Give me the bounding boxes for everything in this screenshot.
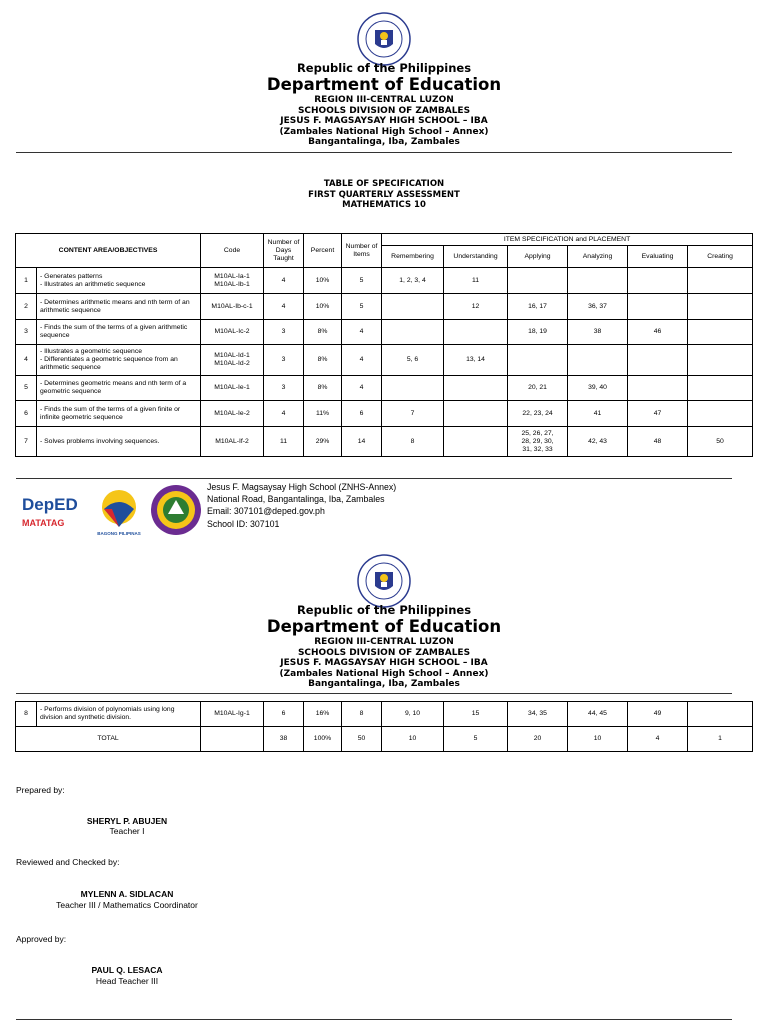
- cell-applying: 16, 17: [508, 294, 568, 320]
- table-row: [16, 427, 753, 457]
- doc-title-1: TABLE OF SPECIFICATION: [323, 179, 445, 189]
- cell-creating: [688, 294, 753, 320]
- prepared-by-name: SHERYL P. ABUJEN: [86, 816, 168, 826]
- cell-objective: - Determines geometric means and nth term of a geometric sequence: [37, 376, 201, 401]
- cell-remembering: 1, 2, 3, 4: [382, 268, 444, 294]
- cell-objective: - Finds the sum of the terms of a given finite or infinite geometric sequence: [37, 401, 201, 427]
- cell-no: 3: [16, 320, 37, 345]
- cell-days: 3: [264, 376, 304, 401]
- cell-creating: [688, 376, 753, 401]
- reviewed-by-position: Teacher III / Mathematics Coordinator: [56, 900, 198, 910]
- table-row: [16, 376, 753, 401]
- cell-days: 3: [264, 320, 304, 345]
- header-understanding: Understanding: [444, 246, 508, 268]
- school-contact-block: [207, 481, 396, 530]
- cell-analyzing: 39, 40: [568, 376, 628, 401]
- cell-code: M10AL-Ic-2: [201, 320, 264, 345]
- cell-items: 5: [342, 268, 382, 294]
- address-line-page2: Bangantalinga, Iba, Zambales: [308, 679, 460, 689]
- address-line: Bangantalinga, Iba, Zambales: [308, 137, 460, 147]
- prepared-by-position: Teacher I: [109, 826, 145, 836]
- header-remembering: Remembering: [382, 246, 444, 268]
- table-row: [16, 268, 753, 294]
- cell-items: 14: [342, 427, 382, 457]
- cell-percent: 11%: [304, 401, 342, 427]
- reviewed-by-name: MYLENN A. SIDLACAN: [80, 889, 174, 899]
- cell-analyzing: [568, 345, 628, 376]
- doc-title-2: FIRST QUARTERLY ASSESSMENT: [308, 189, 460, 200]
- cell-days: 6: [264, 702, 304, 727]
- table-row: [16, 345, 753, 376]
- header-analyzing: Analyzing: [568, 246, 628, 268]
- cell-applying: 25, 26, 27, 28, 29, 30, 31, 32, 33: [508, 427, 568, 457]
- deped-seal-logo-page2: [357, 554, 411, 608]
- cell-objective: - Generates patterns - Illustrates an arithmetic sequence: [37, 268, 201, 294]
- cell-creating: [688, 345, 753, 376]
- cell-objective: - Illustrates a geometric sequence - Differentiates a geometric sequence from an arithmetic sequence: [37, 345, 201, 376]
- deped-matatag-logo: [20, 490, 80, 532]
- header-content-area: CONTENT AREA/OBJECTIVES: [16, 234, 201, 268]
- cell-applying: 18, 19: [508, 320, 568, 345]
- department-title-page2: Department of Education: [266, 617, 502, 636]
- cell-applying: 22, 23, 24: [508, 401, 568, 427]
- cell-days: 3: [264, 345, 304, 376]
- cell-applying: 20, 21: [508, 376, 568, 401]
- school-line-page2: JESUS F. MAGSAYSAY HIGH SCHOOL – IBA: [280, 658, 488, 668]
- cell-code: M10AL-Id-1 M10AL-Id-2: [201, 345, 264, 376]
- cell-applying: 34, 35: [508, 702, 568, 727]
- header-divider: [16, 152, 732, 153]
- bagong-pilipinas-text: BAGONG PILIPINAS: [97, 531, 141, 536]
- cell-items: 8: [342, 702, 382, 727]
- cell-items: 4: [342, 320, 382, 345]
- cell-creating: [688, 401, 753, 427]
- cell-applying: [508, 345, 568, 376]
- total-understanding: 5: [444, 727, 508, 752]
- cell-remembering: 7: [382, 401, 444, 427]
- republic-line: Republic of the Philippines: [296, 61, 472, 75]
- cell-understanding: 11: [444, 268, 508, 294]
- cell-analyzing: [568, 268, 628, 294]
- cell-code: M10AL-If-2: [201, 427, 264, 457]
- table-row: [16, 320, 753, 345]
- cell-code: M10AL-Ie-1: [201, 376, 264, 401]
- cell-evaluating: [628, 294, 688, 320]
- cell-analyzing: 36, 37: [568, 294, 628, 320]
- cell-no: 4: [16, 345, 37, 376]
- cell-percent: 10%: [304, 268, 342, 294]
- annex-line: (Zambales National High School – Annex): [279, 126, 489, 137]
- header-percent: Percent: [304, 234, 342, 268]
- annex-line-page2: (Zambales National High School – Annex): [279, 668, 489, 679]
- table-row: [16, 702, 753, 727]
- cell-understanding: [444, 376, 508, 401]
- cell-creating: [688, 268, 753, 294]
- cell-percent: 16%: [304, 702, 342, 727]
- cell-percent: 29%: [304, 427, 342, 457]
- cell-analyzing: 42, 43: [568, 427, 628, 457]
- cell-no: 6: [16, 401, 37, 427]
- doc-title-3: MATHEMATICS 10: [342, 200, 426, 210]
- approved-by-name: PAUL Q. LESACA: [91, 965, 163, 975]
- header-applying: Applying: [508, 246, 568, 268]
- cell-objective: - Performs division of polynomials using long division and synthetic division.: [37, 702, 201, 727]
- cell-days: 4: [264, 268, 304, 294]
- prepared-by-label: Prepared by:: [16, 785, 65, 795]
- cell-analyzing: 44, 45: [568, 702, 628, 727]
- cell-objective: - Solves problems involving sequences.: [37, 427, 201, 457]
- cell-days: 11: [264, 427, 304, 457]
- cell-evaluating: [628, 268, 688, 294]
- total-remembering: 10: [382, 727, 444, 752]
- cell-days: 4: [264, 294, 304, 320]
- specification-table: [15, 233, 753, 457]
- footer-email: Email: 307101@deped.gov.ph: [207, 506, 325, 517]
- cell-understanding: 12: [444, 294, 508, 320]
- footer-divider: [16, 478, 732, 479]
- republic-line-page2: Republic of the Philippines: [296, 603, 472, 617]
- division-line: SCHOOLS DIVISION OF ZAMBALES: [297, 105, 471, 116]
- cell-remembering: [382, 294, 444, 320]
- cell-evaluating: 47: [628, 401, 688, 427]
- cell-code: M10AL-Ib-c-1: [201, 294, 264, 320]
- school-logo: [150, 484, 202, 536]
- cell-analyzing: 41: [568, 401, 628, 427]
- deped-logo-text: DepED: [22, 495, 78, 514]
- cell-percent: 8%: [304, 345, 342, 376]
- bagong-pilipinas-logo: [92, 487, 146, 537]
- cell-no: 7: [16, 427, 37, 457]
- header-creating: Creating: [688, 246, 753, 268]
- cell-days: 4: [264, 401, 304, 427]
- total-analyzing: 10: [568, 727, 628, 752]
- footer-school: Jesus F. Magsaysay High School (ZNHS-Annex): [207, 482, 397, 492]
- cell-code: M10AL-Ig-1: [201, 702, 264, 727]
- cell-evaluating: 49: [628, 702, 688, 727]
- total-evaluating: 4: [628, 727, 688, 752]
- cell-remembering: 8: [382, 427, 444, 457]
- cell-understanding: [444, 427, 508, 457]
- cell-items: 4: [342, 345, 382, 376]
- cell-objective: - Determines arithmetic means and nth term of an arithmetic sequence: [37, 294, 201, 320]
- cell-percent: 10%: [304, 294, 342, 320]
- cell-evaluating: 46: [628, 320, 688, 345]
- cell-no: 8: [16, 702, 37, 727]
- region-line: REGION III-CENTRAL LUZON: [314, 95, 454, 105]
- cell-creating: [688, 320, 753, 345]
- cell-items: 6: [342, 401, 382, 427]
- totals-row: [16, 727, 753, 752]
- approved-by-position: Head Teacher III: [95, 976, 159, 986]
- cell-evaluating: [628, 376, 688, 401]
- cell-evaluating: [628, 345, 688, 376]
- cell-creating: 50: [688, 427, 753, 457]
- specification-table-page2: [15, 701, 753, 752]
- total-days: 38: [264, 727, 304, 752]
- cell-creating: [688, 702, 753, 727]
- cell-objective: - Finds the sum of the terms of a given arithmetic sequence: [37, 320, 201, 345]
- cell-items: 5: [342, 294, 382, 320]
- header-evaluating: Evaluating: [628, 246, 688, 268]
- footer-school-id: School ID: 307101: [207, 518, 280, 529]
- cell-evaluating: 48: [628, 427, 688, 457]
- cell-code: M10AL-Ia-1 M10AL-Ib-1: [201, 268, 264, 294]
- header-divider-page2: [16, 693, 732, 694]
- header-placement: ITEM SPECIFICATION and PLACEMENT: [382, 234, 753, 246]
- cell-remembering: 9, 10: [382, 702, 444, 727]
- cell-understanding: 15: [444, 702, 508, 727]
- reviewed-by-label: Reviewed and Checked by:: [16, 857, 120, 867]
- cell-no: 1: [16, 268, 37, 294]
- total-creating: 1: [688, 727, 753, 752]
- total-applying: 20: [508, 727, 568, 752]
- header-code: Code: [201, 234, 264, 268]
- division-line-page2: SCHOOLS DIVISION OF ZAMBALES: [297, 647, 471, 658]
- matatag-logo-text: MATATAG: [22, 518, 65, 528]
- cell-applying: [508, 268, 568, 294]
- cell-remembering: [382, 376, 444, 401]
- header-items: Number of Items: [342, 234, 382, 268]
- totals-label: TOTAL: [16, 727, 201, 752]
- header-days: Number of Days Taught: [264, 234, 304, 268]
- department-title: Department of Education: [266, 75, 502, 94]
- total-percent: 100%: [304, 727, 342, 752]
- cell-understanding: 13, 14: [444, 345, 508, 376]
- table-row: [16, 294, 753, 320]
- cell-remembering: [382, 320, 444, 345]
- cell-percent: 8%: [304, 376, 342, 401]
- cell-understanding: [444, 401, 508, 427]
- cell-items: 4: [342, 376, 382, 401]
- approved-by-label: Approved by:: [16, 934, 67, 944]
- cell-percent: 8%: [304, 320, 342, 345]
- cell-analyzing: 38: [568, 320, 628, 345]
- deped-seal-logo: [357, 12, 411, 66]
- table-row: [16, 401, 753, 427]
- cell-understanding: [444, 320, 508, 345]
- footer-address: National Road, Bangantalinga, Iba, Zambales: [207, 494, 385, 505]
- cell-code: M10AL-Ie-2: [201, 401, 264, 427]
- total-code: [201, 727, 264, 752]
- school-line: JESUS F. MAGSAYSAY HIGH SCHOOL – IBA: [280, 116, 488, 126]
- cell-remembering: 5, 6: [382, 345, 444, 376]
- region-line-page2: REGION III-CENTRAL LUZON: [314, 637, 454, 647]
- total-items: 50: [342, 727, 382, 752]
- page-bottom-divider: [16, 1019, 732, 1020]
- cell-no: 5: [16, 376, 37, 401]
- cell-no: 2: [16, 294, 37, 320]
